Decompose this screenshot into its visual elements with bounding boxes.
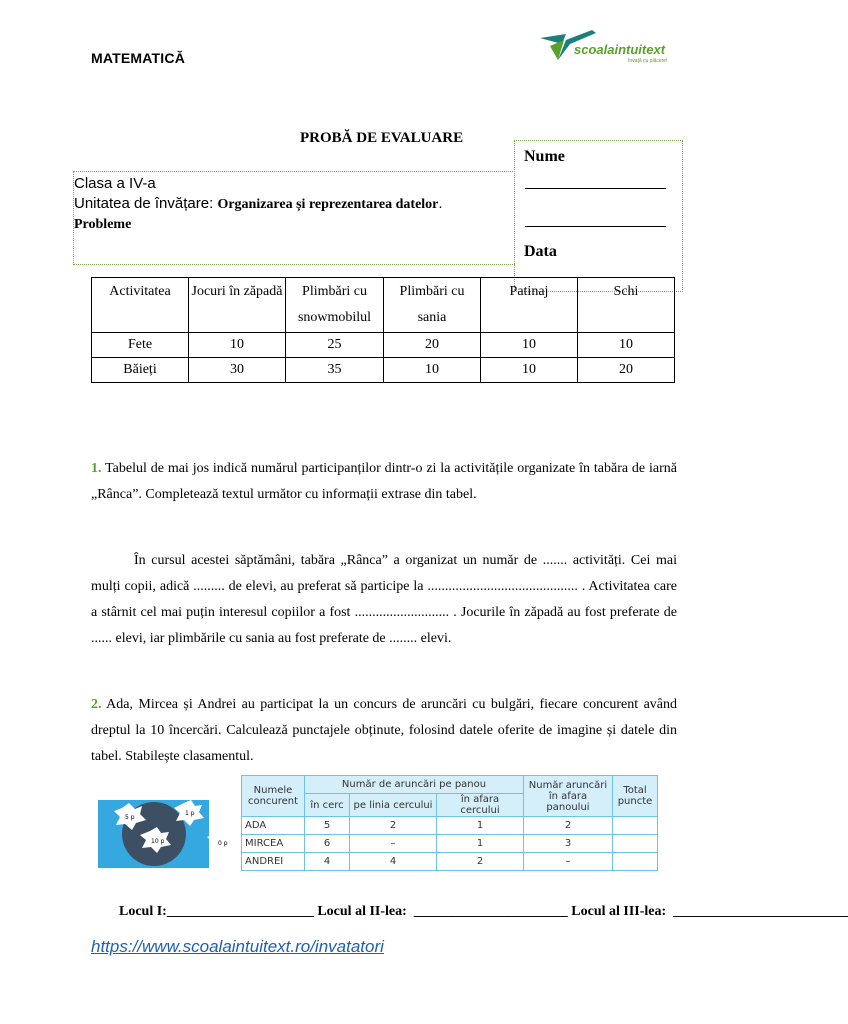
ranking-line: Locul I:_____________________ Locul al II-lea: ______________________ Locul al III-lea: _________________________ (119, 904, 848, 919)
target-label: 0 p (218, 840, 228, 847)
score-cell: 2 (524, 817, 613, 835)
unit-dot: . (438, 195, 443, 212)
unit-line (74, 194, 443, 215)
score-row (242, 853, 658, 871)
table-cell: 20 (384, 333, 481, 358)
score-header-in-circle: în cerc (305, 794, 350, 817)
score-cell: 1 (437, 817, 524, 835)
unit-subtitle: Probleme (74, 217, 132, 232)
score-cell: 2 (437, 853, 524, 871)
table-header-cell: Activitatea (92, 278, 189, 333)
score-cell: ADA (242, 817, 305, 835)
unit-value: Organizarea și reprezentarea datelor (217, 197, 439, 212)
table-cell: Fete (92, 333, 189, 358)
score-header-board: Număr de aruncări pe panou (305, 776, 524, 794)
score-cell: 2 (350, 817, 437, 835)
score-row (242, 835, 658, 853)
exercise-2-statement: Ada, Mircea și Andrei au participat la un concurs de aruncări cu bulgări, fiecare concurent având dreptul la 10 încercări. Calculează punctajele obținute, folosind datele oferite de imagine și datele din tabel. Stabilește clasamentul. (91, 697, 677, 764)
exercise-2-text (91, 692, 677, 770)
table-cell: 10 (481, 358, 578, 383)
score-cell: 5 (305, 817, 350, 835)
name-line-2[interactable] (525, 226, 666, 227)
table-cell: 10 (384, 358, 481, 383)
logo-tagline: învață cu plăcere! (628, 58, 668, 64)
score-header-total: Total puncte (613, 776, 658, 817)
table-row (92, 333, 675, 358)
table-header-row (92, 278, 675, 333)
subject-title: MATEMATICĂ (91, 50, 186, 66)
score-cell: 4 (305, 853, 350, 871)
score-cell: – (524, 853, 613, 871)
table-cell: 10 (578, 333, 675, 358)
scoalaintuitext-logo (536, 24, 676, 70)
table-cell: 20 (578, 358, 675, 383)
score-cell: 3 (524, 835, 613, 853)
footer-link[interactable]: https://www.scoalaintuitext.ro/invatatori (91, 937, 384, 956)
score-table (241, 775, 658, 871)
score-total-cell[interactable] (613, 853, 658, 871)
table-header-cell: Patinaj (481, 278, 578, 333)
score-header-off-board: Număr aruncări în afara panoului (524, 776, 613, 817)
score-row (242, 817, 658, 835)
exercise-2-number: 2. (91, 697, 102, 712)
name-label: Nume (524, 148, 565, 165)
table-header-cell: Jocuri în zăpadă (189, 278, 286, 333)
table-cell: Băieți (92, 358, 189, 383)
table-cell: 25 (286, 333, 384, 358)
name-line[interactable] (525, 188, 666, 189)
table-header-cell: Plimbări cu snowmobilul (286, 278, 384, 333)
target-label: 10 p (151, 838, 165, 845)
exercise-1-number: 1. (91, 461, 102, 476)
table-cell: 35 (286, 358, 384, 383)
table-cell: 10 (481, 333, 578, 358)
date-label: Data (524, 243, 557, 260)
table-header-cell: Plimbări cu sania (384, 278, 481, 333)
logo-text: scoalaintuitext (574, 42, 666, 57)
unit-label: Unitatea de învățare: (74, 195, 214, 212)
exercise-1-statement: Tabelul de mai jos indică numărul participanților dintr-o zi la activitățile organizate în tabăra de iarnă „Rânca”. Completează textul următor cu informații extrase din tabel. (91, 461, 677, 502)
score-cell: ANDREI (242, 853, 305, 871)
table-row (92, 358, 675, 383)
score-total-cell[interactable] (613, 835, 658, 853)
score-cell: – (350, 835, 437, 853)
score-header-name: Numele concurent (242, 776, 305, 817)
class-info (74, 174, 443, 215)
score-cell: 4 (350, 853, 437, 871)
score-cell: MIRCEA (242, 835, 305, 853)
score-cell: 1 (437, 835, 524, 853)
table-cell: 30 (189, 358, 286, 383)
class-label: Clasa a IV-a (74, 175, 156, 192)
score-cell: 6 (305, 835, 350, 853)
score-total-cell[interactable] (613, 817, 658, 835)
table-cell: 10 (189, 333, 286, 358)
exercise-1-fill-text: În cursul acestei săptămâni, tabăra „Rânca” a organizat un număr de ....... activități. Cei mai mulți copii, adică ......... de elevi, au preferat să participe la ........................................... . Activitatea care a stârnit cel mai puțin interesul copiilor a fost ........................... . Jocurile în zăpadă au fost preferate de ...... elevi, iar plimbările cu sania au fost preferate de ........ elevi. (91, 553, 677, 646)
activity-table (91, 277, 675, 383)
score-header-outside-circle: în afara cercului (437, 794, 524, 817)
exercise-1-text (91, 456, 677, 508)
page-title: PROBĂ DE EVALUARE (300, 130, 464, 146)
score-header-on-line: pe linia cercului (350, 794, 437, 817)
target-label: 5 p (125, 814, 135, 821)
target-board-image (98, 800, 228, 868)
table-header-cell: Schi (578, 278, 675, 333)
target-label: 1 p (185, 810, 195, 817)
